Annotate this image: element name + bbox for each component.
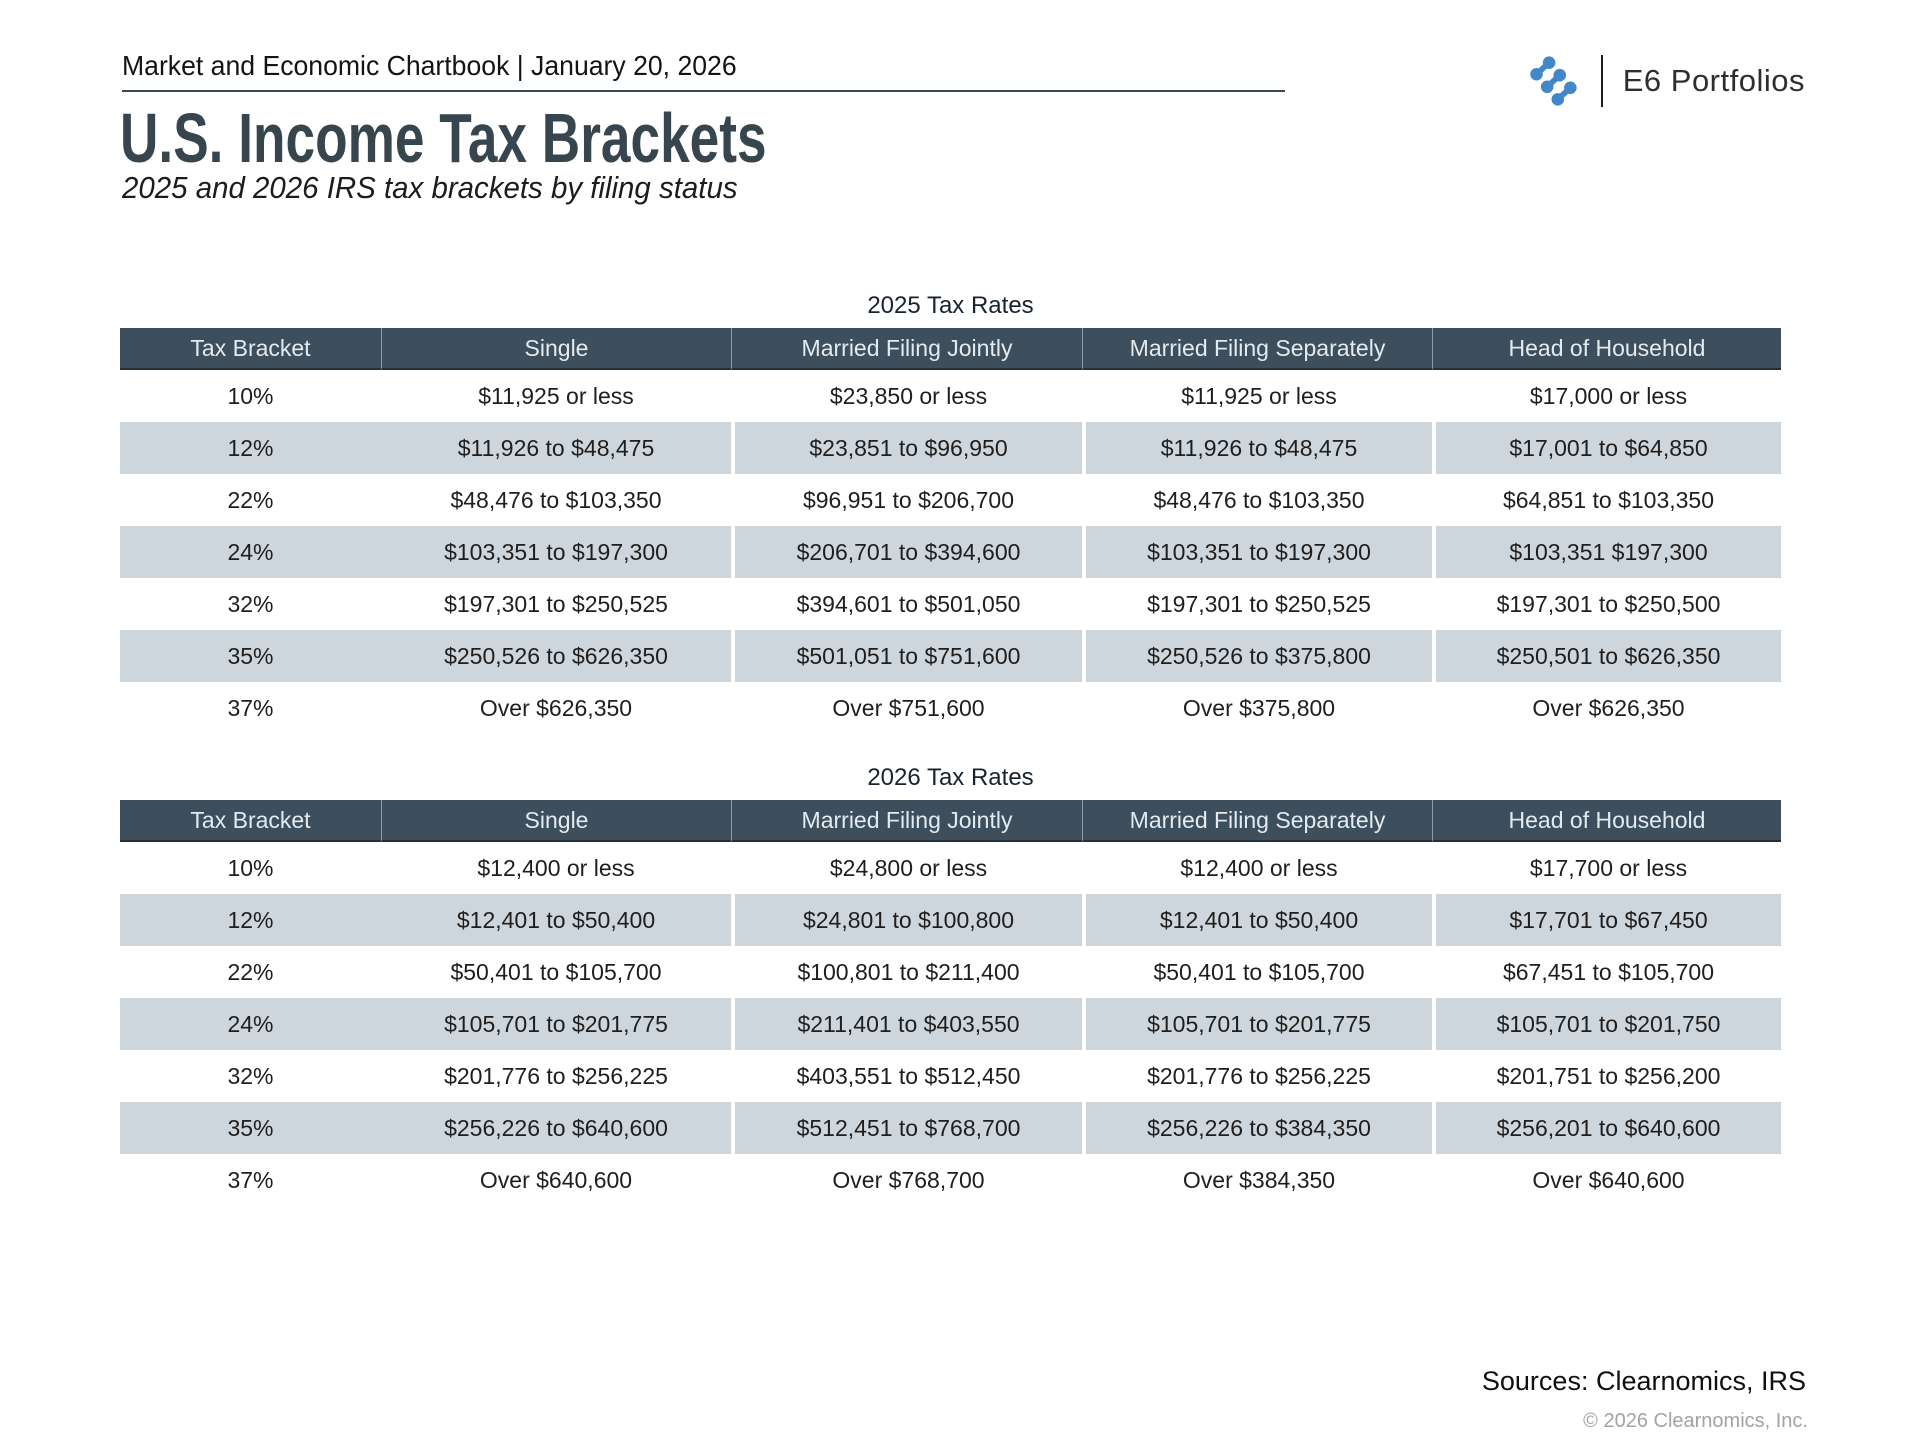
table-cell: Over $384,350 [1082,1154,1432,1206]
table-row [120,682,1781,734]
table-cell: Over $375,800 [1082,682,1432,734]
table-cell: $17,001 to $64,850 [1432,422,1781,474]
column-header: Tax Bracket [120,800,381,842]
table-cell: 37% [120,1154,381,1206]
table-cell: 10% [120,842,381,894]
table-cell: 10% [120,370,381,422]
table-cell: 22% [120,946,381,998]
header-rule [122,90,1285,92]
table-cell: $23,851 to $96,950 [731,422,1082,474]
table-cell: $206,701 to $394,600 [731,526,1082,578]
column-header: Married Filing Jointly [731,800,1082,842]
table-cell: $24,801 to $100,800 [731,894,1082,946]
tax-table-block-2025 [120,292,1781,734]
table-cell: 22% [120,474,381,526]
table-row [120,630,1781,682]
table-cell: $50,401 to $105,700 [1082,946,1432,998]
table-cell: 12% [120,894,381,946]
table-cell: $105,701 to $201,775 [1082,998,1432,1050]
table-cell: $11,926 to $48,475 [1082,422,1432,474]
table-cell: $67,451 to $105,700 [1432,946,1781,998]
table-cell: $11,925 or less [381,370,731,422]
footer-copyright: © 2026 Clearnomics, Inc. [1583,1410,1808,1432]
table-cell: $197,301 to $250,500 [1432,578,1781,630]
table-cell: $24,800 or less [731,842,1082,894]
table-cell: $11,925 or less [1082,370,1432,422]
table-cell: $403,551 to $512,450 [731,1050,1082,1102]
table-cell: $12,401 to $50,400 [1082,894,1432,946]
table-cell: $96,951 to $206,700 [731,474,1082,526]
table-cell: $103,351 $197,300 [1432,526,1781,578]
column-header: Married Filing Separately [1082,328,1432,370]
table-row [120,1154,1781,1206]
table-cell: $197,301 to $250,525 [381,578,731,630]
table-cell: $105,701 to $201,775 [381,998,731,1050]
table-cell: $64,851 to $103,350 [1432,474,1781,526]
brand-name: E6 Portfolios [1622,63,1805,98]
table-cell: 35% [120,630,381,682]
table-cell: $201,776 to $256,225 [1082,1050,1432,1102]
header-row [120,328,1781,370]
table-cell: $394,601 to $501,050 [731,578,1082,630]
table-cell: $12,401 to $50,400 [381,894,731,946]
table-cell: $50,401 to $105,700 [381,946,731,998]
table-cell: $100,801 to $211,400 [731,946,1082,998]
table-row [120,526,1781,578]
table-row [120,1050,1781,1102]
table-cell: $17,701 to $67,450 [1432,894,1781,946]
header-row [120,800,1781,842]
table-cell: $23,850 or less [731,370,1082,422]
page-title: U.S. Income Tax Brackets [120,99,767,177]
table-row [120,842,1781,894]
table-cell: 37% [120,682,381,734]
table-cell: Over $640,600 [1432,1154,1781,1206]
table-cell: Over $626,350 [381,682,731,734]
table-title-2026: 2026 Tax Rates [867,764,1034,791]
brand-divider [1601,55,1603,107]
table-cell: 24% [120,526,381,578]
table-cell: $197,301 to $250,525 [1082,578,1432,630]
column-header: Married Filing Jointly [731,328,1082,370]
table-cell: 32% [120,578,381,630]
table-cell: $11,926 to $48,475 [381,422,731,474]
table-cell: Over $626,350 [1432,682,1781,734]
e6-logo-icon [1523,52,1581,110]
tax-table-2025 [120,328,1781,734]
table-cell: $256,226 to $640,600 [381,1102,731,1154]
column-header: Head of Household [1432,328,1781,370]
table-cell: $12,400 or less [381,842,731,894]
table-title-2025: 2025 Tax Rates [867,292,1034,319]
table-cell: $103,351 to $197,300 [1082,526,1432,578]
table-cell: Over $768,700 [731,1154,1082,1206]
page-subtitle: 2025 and 2026 IRS tax brackets by filing status [122,170,738,205]
table-row [120,998,1781,1050]
table-cell: $256,201 to $640,600 [1432,1102,1781,1154]
table-row [120,1102,1781,1154]
column-header: Married Filing Separately [1082,800,1432,842]
table-cell: $201,776 to $256,225 [381,1050,731,1102]
table-cell: $250,526 to $626,350 [381,630,731,682]
table-cell: $256,226 to $384,350 [1082,1102,1432,1154]
table-row [120,422,1781,474]
table-cell: $211,401 to $403,550 [731,998,1082,1050]
column-header: Single [381,800,731,842]
column-header: Single [381,328,731,370]
tax-table-block-2026 [120,764,1781,1206]
table-cell: 32% [120,1050,381,1102]
table-cell: Over $751,600 [731,682,1082,734]
table-cell: $48,476 to $103,350 [1082,474,1432,526]
table-cell: 24% [120,998,381,1050]
table-cell: $17,000 or less [1432,370,1781,422]
tax-table-2026 [120,800,1781,1206]
table-cell: $501,051 to $751,600 [731,630,1082,682]
table-cell: 35% [120,1102,381,1154]
table-cell: $17,700 or less [1432,842,1781,894]
table-row [120,370,1781,422]
column-header: Head of Household [1432,800,1781,842]
brand [1523,52,1805,110]
table-row [120,946,1781,998]
table-cell: $103,351 to $197,300 [381,526,731,578]
table-cell: $105,701 to $201,750 [1432,998,1781,1050]
table-row [120,578,1781,630]
footer-sources: Sources: Clearnomics, IRS [1481,1366,1806,1396]
table-cell: $12,400 or less [1082,842,1432,894]
table-cell: $250,501 to $626,350 [1432,630,1781,682]
table-cell: 12% [120,422,381,474]
table-cell: Over $640,600 [381,1154,731,1206]
table-cell: $201,751 to $256,200 [1432,1050,1781,1102]
table-cell: $512,451 to $768,700 [731,1102,1082,1154]
chartbook-label: Market and Economic Chartbook | January 20, 2026 [122,50,737,81]
table-cell: $48,476 to $103,350 [381,474,731,526]
table-cell: $250,526 to $375,800 [1082,630,1432,682]
table-row [120,894,1781,946]
column-header: Tax Bracket [120,328,381,370]
table-row [120,474,1781,526]
